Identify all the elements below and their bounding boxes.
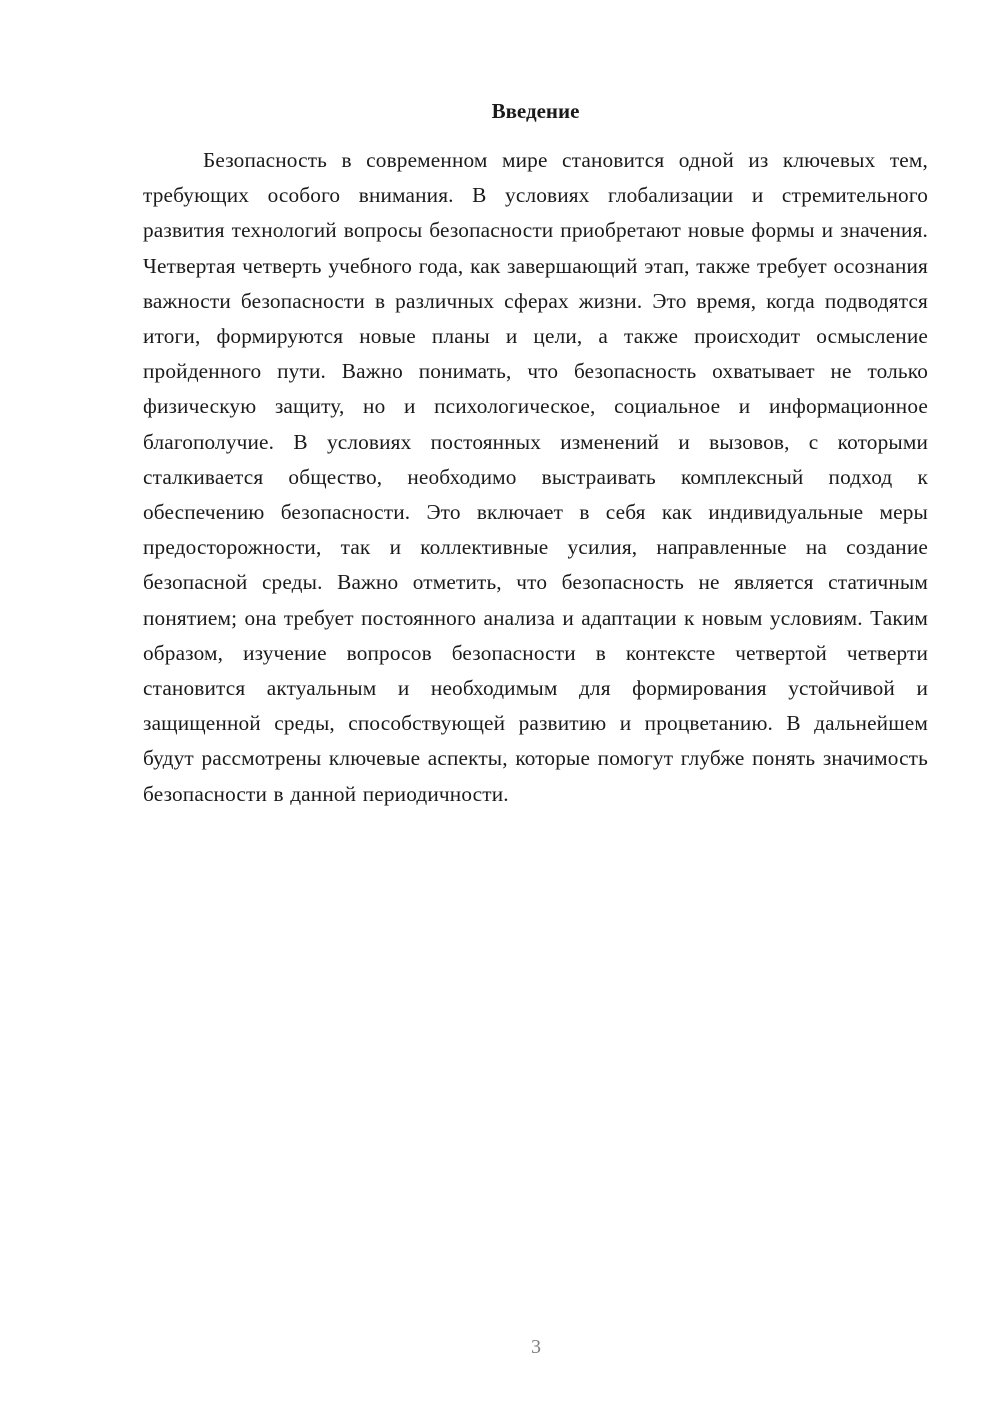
section-heading: Введение xyxy=(491,99,580,123)
page-number: 3 xyxy=(531,1336,541,1358)
body-paragraph: Безопасность в современном мире становится одной из ключевых тем, требующих особого внимания. В условиях глобализации и стремительного развития технологий вопросы безопасности приобретают новые формы и значения. Четвертая четверть учебного года, как завершающий этап, также требует осознания важности безопасности в различных сферах жизни. Это время, когда подводятся итоги, формируются новые планы и цели, а также происходит осмысление пройденного пути. Важно понимать, что безопасность охватывает не только физическую защиту, но и психологическое, социальное и информационное благополучие. В условиях постоянных изменений и вызовов, с которыми сталкивается общество, необходимо выстраивать комплексный подход к обеспечению безопасности. Это включает в себя как индивидуальные меры предосторожности, так и коллективные усилия, направленные на создание безопасной среды. Важно отметить, что безопасность не является статичным понятием; она требует постоянного анализа и адаптации к новым условиям. Таким образом, изучение вопросов безопасности в контексте четвертой четверти становится актуальным и необходимым для формирования устойчивой и защищенной среды, способствующей развитию и процветанию. В дальнейшем будут рассмотрены ключевые аспекты, которые помогут глубже понять значимость безопасности в данной периодичности. xyxy=(143,148,928,806)
